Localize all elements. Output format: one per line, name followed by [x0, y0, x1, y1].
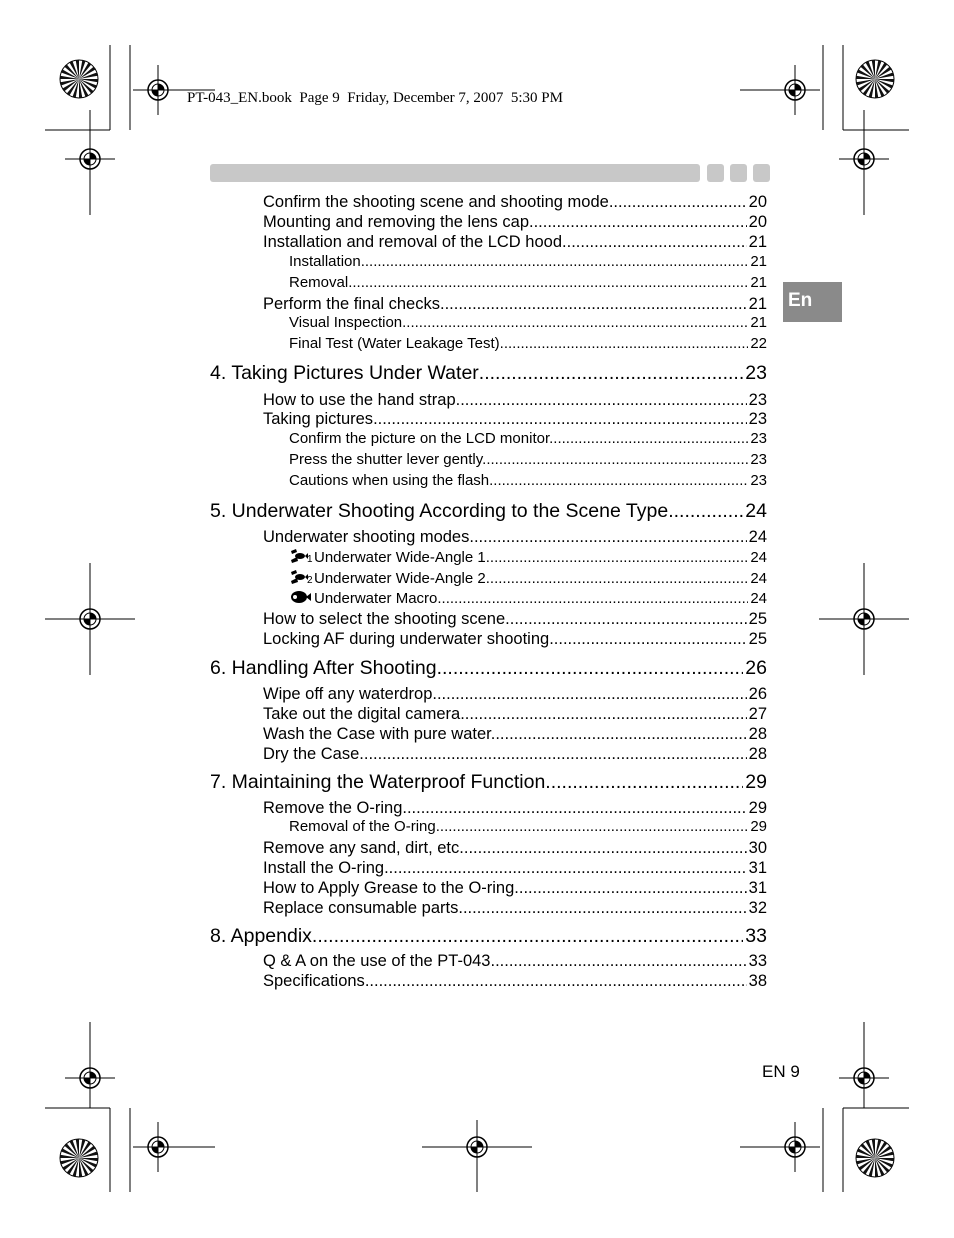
dot-leader: [437, 657, 744, 680]
dot-leader: [495, 725, 746, 744]
toc-page-number: 24: [750, 549, 767, 566]
toc-page-number: 24: [745, 500, 767, 522]
toc-section: [263, 725, 767, 746]
toc-entry-title: Visual Inspection: [289, 314, 403, 331]
starburst-target: [60, 60, 98, 98]
toc-subsection: [289, 253, 767, 273]
toc-section: [263, 391, 767, 412]
language-tab: En: [783, 282, 842, 322]
toc-page-number: 21: [750, 253, 767, 270]
toc-section: [263, 879, 767, 900]
toc-section: [263, 899, 767, 920]
toc-page-number: 21: [748, 295, 767, 313]
toc-entry-title: Press the shutter lever gently.: [289, 451, 487, 468]
toc-page-number: 23: [750, 451, 767, 468]
toc-subsection: [289, 472, 767, 492]
toc-page-number: 21: [748, 233, 767, 251]
toc-page-number: 29: [750, 818, 767, 835]
dot-leader: [505, 610, 746, 629]
toc-page-number: 27: [748, 705, 767, 723]
toc-page-number: 24: [748, 528, 767, 546]
toc-page-number: 23: [748, 391, 767, 409]
toc-section: [263, 705, 767, 726]
toc-chapter: [210, 771, 767, 797]
dot-leader: [491, 952, 747, 971]
toc-section: [263, 685, 767, 706]
dot-leader: [486, 549, 749, 566]
header-square: [730, 164, 747, 182]
dot-leader: [514, 879, 746, 898]
dot-leader: [609, 193, 747, 212]
toc-chapter: [210, 500, 767, 526]
toc-page-number: 26: [745, 657, 767, 679]
header-square: [707, 164, 724, 182]
toc-section: [263, 193, 767, 214]
toc-page-number: 20: [748, 213, 767, 231]
toc-page-number: 28: [748, 745, 767, 763]
toc-entry-title: Wash the Case with pure water.: [263, 725, 496, 743]
toc-page-number: 31: [748, 879, 767, 897]
starburst-target: [60, 1139, 98, 1177]
toc-entry-title: Underwater Macro: [289, 589, 437, 609]
toc-page-number: 25: [748, 610, 767, 628]
toc-page-number: 26: [748, 685, 767, 703]
toc-page-number: 38: [748, 972, 767, 990]
toc-chapter: [210, 657, 767, 683]
toc-entry-title: How to select the shooting scene: [263, 610, 506, 628]
registration-crosshair: [133, 65, 183, 115]
toc-section: [263, 528, 767, 549]
dot-leader: [668, 500, 743, 523]
toc-entry-title: Perform the final checks.: [263, 295, 445, 313]
toc-page-number: 20: [748, 193, 767, 211]
dot-leader: [402, 799, 746, 818]
toc-page-number: 23: [750, 430, 767, 447]
dot-leader: [373, 410, 747, 429]
toc-subsection: [289, 314, 767, 334]
dot-leader: [500, 335, 749, 352]
toc-page-number: 28: [748, 725, 767, 743]
dot-leader: [348, 274, 748, 291]
toc-entry-title: Installation and removal of the LCD hood.: [263, 233, 567, 251]
toc-page-number: 31: [748, 859, 767, 877]
dot-leader: [553, 430, 748, 447]
toc-section: [263, 952, 767, 973]
toc-chapter: [210, 925, 767, 951]
toc-page-number: 24: [750, 570, 767, 587]
svg-text:2: 2: [307, 575, 313, 585]
print-header-line: PT-043_EN.book Page 9 Friday, December 7, 2007 5:30 PM: [187, 90, 563, 106]
dot-leader: [464, 839, 747, 858]
dot-leader: [567, 233, 747, 252]
dot-leader: [460, 705, 746, 724]
toc-section: [263, 610, 767, 631]
toc-section: [263, 972, 767, 993]
dot-leader: [549, 630, 746, 649]
toc-page-number: 23: [745, 362, 767, 384]
toc-section: [263, 839, 767, 860]
toc-subsection: [289, 589, 767, 609]
registration-crosshair: [770, 1122, 820, 1172]
toc-chapter: [210, 362, 767, 388]
toc-entry-title: 5. Underwater Shooting According to the Scene Type: [210, 500, 669, 522]
dot-leader: [469, 528, 746, 547]
toc-entry-title: 4. Taking Pictures Under Water: [210, 362, 479, 384]
toc-page-number: 29: [748, 799, 767, 817]
toc-entry-title: Specifications: [263, 972, 365, 990]
dot-leader: [479, 362, 744, 385]
toc-entry-title: Mounting and removing the lens cap.: [263, 213, 534, 231]
toc-entry-title: Take out the digital camera: [263, 705, 461, 723]
dot-leader: [384, 859, 747, 878]
svg-text:1: 1: [307, 554, 313, 564]
dot-leader: [402, 314, 748, 331]
toc-subsection: [289, 548, 767, 568]
toc-page-number: 21: [750, 274, 767, 291]
toc-entry-title: Installation: [289, 253, 361, 270]
starburst-target: [856, 60, 894, 98]
dot-leader: [463, 899, 747, 918]
dot-leader: [456, 391, 747, 410]
toc-page-number: 25: [748, 630, 767, 648]
toc-entry-title: 2 Underwater Wide-Angle 2: [289, 569, 486, 589]
dot-leader: [489, 472, 748, 489]
toc-subsection: [289, 335, 767, 355]
toc-entry-title: How to use the hand strap: [263, 391, 456, 409]
toc-entry-title: Remove the O-ring: [263, 799, 403, 817]
toc-entry-title: Final Test (Water Leakage Test): [289, 335, 500, 352]
underwater-wide-2-icon: [289, 569, 313, 589]
dot-leader: [436, 818, 749, 835]
toc-page-number: 33: [745, 925, 767, 947]
toc-entry-title: Confirm the shooting scene and shooting mode: [263, 193, 609, 211]
toc-section: [263, 213, 767, 234]
toc-entry-title: Remove any sand, dirt, etc.: [263, 839, 464, 857]
registration-crosshair: [133, 1122, 183, 1172]
toc-section: [263, 295, 767, 316]
toc-section: [263, 859, 767, 880]
toc-subsection: [289, 451, 767, 471]
toc-entry-title: Cautions when using the flash: [289, 472, 490, 489]
dot-leader: [486, 570, 749, 587]
toc-subsection: [289, 274, 767, 294]
toc-page-number: 22: [750, 335, 767, 352]
dot-leader: [437, 590, 748, 607]
toc-entry-title: Replace consumable parts.: [263, 899, 463, 917]
toc-section: [263, 410, 767, 431]
toc-entry-title: 7. Maintaining the Waterproof Function: [210, 771, 546, 793]
toc-subsection: [289, 818, 767, 838]
toc-subsection: [289, 569, 767, 589]
dot-leader: [312, 925, 743, 948]
dot-leader: [361, 253, 749, 270]
toc-entry-title: Confirm the picture on the LCD monitor.: [289, 430, 554, 447]
toc-page-number: 21: [750, 314, 767, 331]
toc-section: [263, 233, 767, 254]
registration-crosshair: [770, 65, 820, 115]
toc-entry-title: Underwater shooting modes: [263, 528, 470, 546]
toc-page-number: 33: [748, 952, 767, 970]
dot-leader: [534, 213, 747, 232]
toc-entry-title: Install the O-ring: [263, 859, 385, 877]
toc-entry-title: Taking pictures: [263, 410, 374, 428]
underwater-macro-icon: [289, 589, 313, 609]
toc-section: [263, 745, 767, 766]
toc-entry-title: Q & A on the use of the PT-043: [263, 952, 491, 970]
toc-page-number: 23: [748, 410, 767, 428]
toc-entry-title: Wipe off any waterdrop.: [263, 685, 437, 703]
toc-subsection: [289, 430, 767, 450]
toc-page-number: 30: [748, 839, 767, 857]
underwater-wide-1-icon: [289, 548, 313, 568]
toc-entry-title: 1 Underwater Wide-Angle 1: [289, 548, 486, 568]
toc-page-number: 23: [750, 472, 767, 489]
toc-page-number: 24: [750, 590, 767, 607]
toc-page-number: 29: [745, 771, 767, 793]
toc-section: [263, 630, 767, 651]
dot-leader: [364, 745, 747, 764]
toc-entry-title: 8. Appendix: [210, 925, 312, 947]
toc-page-number: 32: [748, 899, 767, 917]
header-square: [753, 164, 770, 182]
dot-leader: [445, 295, 747, 314]
toc-entry-title: 6. Handling After Shooting: [210, 657, 437, 679]
starburst-target: [856, 1139, 894, 1177]
toc-entry-title: Removal of the O-ring: [289, 818, 436, 835]
toc-entry-title: Locking AF during underwater shooting: [263, 630, 550, 648]
toc-entry-title: Dry the Case.: [263, 745, 364, 763]
dot-leader: [545, 771, 743, 794]
dot-leader: [437, 685, 747, 704]
page-number: EN 9: [762, 1062, 800, 1081]
dot-leader: [365, 972, 747, 991]
toc-section: [263, 799, 767, 820]
dot-leader: [486, 451, 748, 468]
toc-entry-title: How to Apply Grease to the O-ring: [263, 879, 515, 897]
toc-entry-title: Removal: [289, 274, 349, 291]
header-bar: [210, 164, 700, 182]
